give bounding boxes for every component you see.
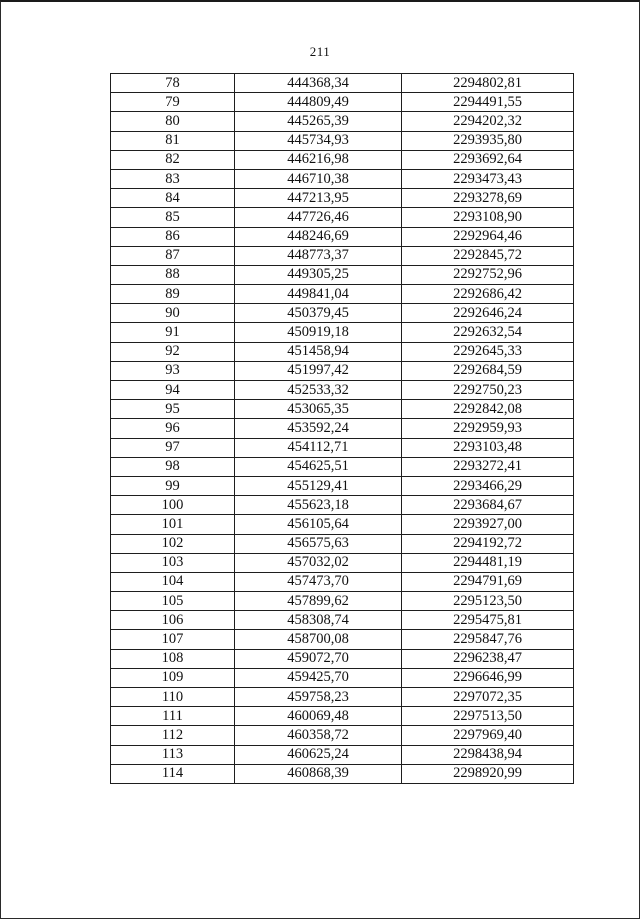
table-row [111,572,574,591]
point-number-cell: 95 [111,400,235,419]
point-number-cell: 99 [111,476,235,495]
table-row [111,304,574,323]
point-number-cell: 108 [111,649,235,668]
table-row [111,189,574,208]
table-row [111,515,574,534]
y-coordinate-cell: 2293278,69 [402,189,574,208]
table-row [111,476,574,495]
table-row [111,208,574,227]
point-number-cell: 82 [111,150,235,169]
y-coordinate-cell: 2292646,24 [402,304,574,323]
point-number-cell: 110 [111,688,235,707]
table-row [111,74,574,93]
x-coordinate-cell: 454112,71 [235,438,402,457]
point-number-cell: 94 [111,381,235,400]
x-coordinate-cell: 460625,24 [235,745,402,764]
x-coordinate-cell: 447726,46 [235,208,402,227]
point-number-cell: 84 [111,189,235,208]
y-coordinate-cell: 2298920,99 [402,764,574,783]
x-coordinate-cell: 445734,93 [235,131,402,150]
x-coordinate-cell: 457473,70 [235,572,402,591]
point-number-cell: 87 [111,246,235,265]
table-row [111,419,574,438]
table-row [111,726,574,745]
table-row [111,342,574,361]
table-row [111,246,574,265]
point-number-cell: 107 [111,630,235,649]
y-coordinate-cell: 2296646,99 [402,668,574,687]
table-row [111,265,574,284]
x-coordinate-cell: 456105,64 [235,515,402,534]
x-coordinate-cell: 444809,49 [235,93,402,112]
y-coordinate-cell: 2292632,54 [402,323,574,342]
table-row [111,707,574,726]
table-row [111,381,574,400]
table-row [111,764,574,783]
point-number-cell: 79 [111,93,235,112]
y-coordinate-cell: 2294202,32 [402,112,574,131]
y-coordinate-cell: 2292750,23 [402,381,574,400]
point-number-cell: 104 [111,572,235,591]
y-coordinate-cell: 2292686,42 [402,285,574,304]
point-number-cell: 83 [111,169,235,188]
coordinates-table-body [111,74,574,784]
table-row [111,496,574,515]
point-number-cell: 80 [111,112,235,131]
table-row [111,553,574,572]
point-number-cell: 90 [111,304,235,323]
y-coordinate-cell: 2293684,67 [402,496,574,515]
y-coordinate-cell: 2294802,81 [402,74,574,93]
x-coordinate-cell: 450919,18 [235,323,402,342]
point-number-cell: 101 [111,515,235,534]
y-coordinate-cell: 2293935,80 [402,131,574,150]
y-coordinate-cell: 2292842,08 [402,400,574,419]
table-row [111,592,574,611]
y-coordinate-cell: 2294791,69 [402,572,574,591]
x-coordinate-cell: 457032,02 [235,553,402,572]
y-coordinate-cell: 2293108,90 [402,208,574,227]
y-coordinate-cell: 2293466,29 [402,476,574,495]
x-coordinate-cell: 444368,34 [235,74,402,93]
x-coordinate-cell: 451458,94 [235,342,402,361]
y-coordinate-cell: 2297969,40 [402,726,574,745]
point-number-cell: 92 [111,342,235,361]
table-row [111,611,574,630]
x-coordinate-cell: 455623,18 [235,496,402,515]
table-row [111,323,574,342]
x-coordinate-cell: 445265,39 [235,112,402,131]
table-row [111,457,574,476]
table-row [111,688,574,707]
table-row [111,150,574,169]
x-coordinate-cell: 447213,95 [235,189,402,208]
point-number-cell: 106 [111,611,235,630]
point-number-cell: 96 [111,419,235,438]
y-coordinate-cell: 2297513,50 [402,707,574,726]
y-coordinate-cell: 2293272,41 [402,457,574,476]
y-coordinate-cell: 2295475,81 [402,611,574,630]
x-coordinate-cell: 459072,70 [235,649,402,668]
x-coordinate-cell: 455129,41 [235,476,402,495]
x-coordinate-cell: 453065,35 [235,400,402,419]
point-number-cell: 81 [111,131,235,150]
y-coordinate-cell: 2293473,43 [402,169,574,188]
point-number-cell: 97 [111,438,235,457]
y-coordinate-cell: 2297072,35 [402,688,574,707]
y-coordinate-cell: 2298438,94 [402,745,574,764]
x-coordinate-cell: 457899,62 [235,592,402,611]
point-number-cell: 85 [111,208,235,227]
point-number-cell: 89 [111,285,235,304]
x-coordinate-cell: 459425,70 [235,668,402,687]
table-row [111,131,574,150]
table-row [111,668,574,687]
table-row [111,227,574,246]
table-row [111,534,574,553]
y-coordinate-cell: 2294491,55 [402,93,574,112]
x-coordinate-cell: 458700,08 [235,630,402,649]
page-number: 211 [309,44,331,59]
y-coordinate-cell: 2294481,19 [402,553,574,572]
y-coordinate-cell: 2292845,72 [402,246,574,265]
x-coordinate-cell: 448246,69 [235,227,402,246]
point-number-cell: 78 [111,74,235,93]
table-row [111,630,574,649]
x-coordinate-cell: 453592,24 [235,419,402,438]
x-coordinate-cell: 449305,25 [235,265,402,284]
point-number-cell: 88 [111,265,235,284]
x-coordinate-cell: 446216,98 [235,150,402,169]
point-number-cell: 103 [111,553,235,572]
point-number-cell: 109 [111,668,235,687]
table-row [111,400,574,419]
x-coordinate-cell: 460358,72 [235,726,402,745]
y-coordinate-cell: 2295123,50 [402,592,574,611]
table-row [111,745,574,764]
y-coordinate-cell: 2293692,64 [402,150,574,169]
x-coordinate-cell: 460868,39 [235,764,402,783]
y-coordinate-cell: 2293103,48 [402,438,574,457]
y-coordinate-cell: 2292684,59 [402,361,574,380]
x-coordinate-cell: 451997,42 [235,361,402,380]
coordinates-table [110,73,574,784]
y-coordinate-cell: 2295847,76 [402,630,574,649]
y-coordinate-cell: 2292959,93 [402,419,574,438]
point-number-cell: 93 [111,361,235,380]
x-coordinate-cell: 459758,23 [235,688,402,707]
x-coordinate-cell: 448773,37 [235,246,402,265]
y-coordinate-cell: 2296238,47 [402,649,574,668]
x-coordinate-cell: 456575,63 [235,534,402,553]
point-number-cell: 113 [111,745,235,764]
x-coordinate-cell: 460069,48 [235,707,402,726]
table-row [111,649,574,668]
x-coordinate-cell: 458308,74 [235,611,402,630]
point-number-cell: 100 [111,496,235,515]
point-number-cell: 91 [111,323,235,342]
y-coordinate-cell: 2292752,96 [402,265,574,284]
point-number-cell: 86 [111,227,235,246]
y-coordinate-cell: 2292645,33 [402,342,574,361]
point-number-cell: 112 [111,726,235,745]
y-coordinate-cell: 2292964,46 [402,227,574,246]
table-row [111,438,574,457]
table-row [111,361,574,380]
table-row [111,169,574,188]
x-coordinate-cell: 449841,04 [235,285,402,304]
x-coordinate-cell: 454625,51 [235,457,402,476]
point-number-cell: 105 [111,592,235,611]
table-row [111,112,574,131]
point-number-cell: 102 [111,534,235,553]
y-coordinate-cell: 2294192,72 [402,534,574,553]
table-row [111,285,574,304]
x-coordinate-cell: 446710,38 [235,169,402,188]
x-coordinate-cell: 452533,32 [235,381,402,400]
y-coordinate-cell: 2293927,00 [402,515,574,534]
point-number-cell: 98 [111,457,235,476]
point-number-cell: 111 [111,707,235,726]
table-row [111,93,574,112]
point-number-cell: 114 [111,764,235,783]
x-coordinate-cell: 450379,45 [235,304,402,323]
